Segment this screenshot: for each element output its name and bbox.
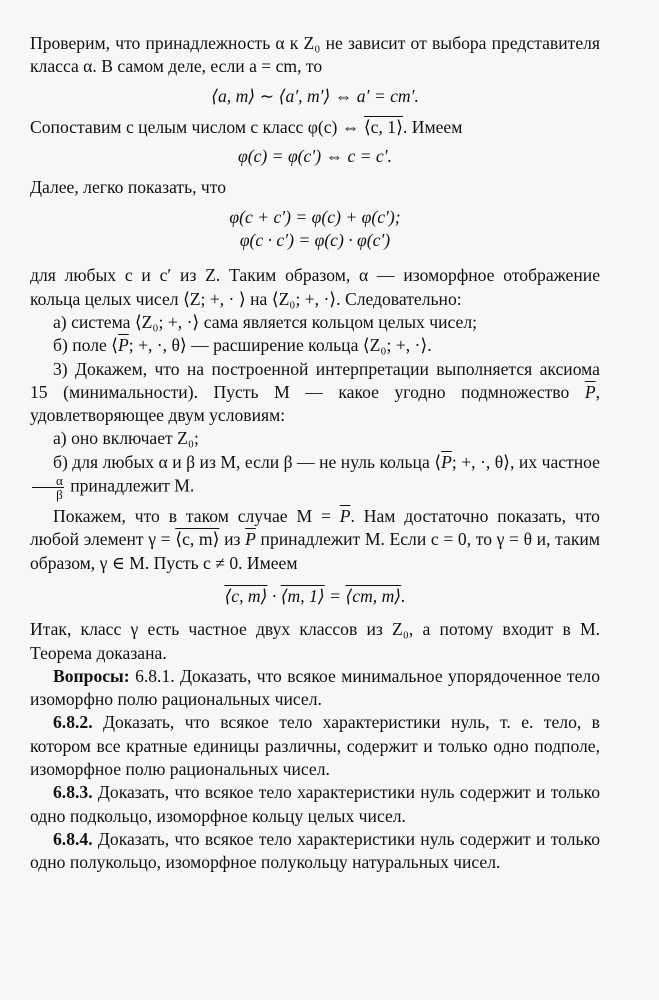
paragraph-mapping: Сопоставим с целым числом c класс φ(c) ⇔ ⟨c, 1⟩. Имеем [30, 116, 463, 137]
formula-quotient: ⟨c, m⟩ · ⟨m, 1⟩ = ⟨cm, m⟩. [224, 585, 406, 606]
item-b-field: б) поле $⟨\overline{P}$; +, ·, θ⟩ — расширение кольца ⟨Z₀; +, ·⟩. [53, 335, 432, 356]
formula-injective: φ(c) = φ(c′) ⇔ c = c′. [238, 146, 392, 167]
paragraph-conclusion: Итак, класс γ есть частное двух классов из Z₀, а потому входит в M. Теорема доказана. [30, 619, 600, 663]
class-c-1: ⟨c, 1⟩ [363, 116, 403, 137]
formula-product: φ(c · c′) = φ(c) · φ(c′) [239, 230, 391, 251]
condition-a: а) оно включает Z₀; [53, 428, 199, 449]
paragraph-isomorphism: для любых c и c′ из Z. Таким образом, α — изоморфное отображение кольца целых чисел ⟨Z; +, · ⟩ на ⟨Z₀; +, ·⟩. Следовательно: [30, 265, 600, 309]
paragraph-class-independence: Проверим, что принадлежность α к Z₀ не зависит от выбора представителя класса α. В самом деле, если a = cm, то [30, 33, 600, 77]
paragraph-axiom-15: 3) Докажем, что на построенной интерпретации выполняется аксиома 15 (минимальности). Пусть M — какое угодно подмножество $\overline{P}$, удовлетворяющее двум условиям: [30, 358, 600, 426]
question-6-8-1: Вопросы: 6.8.1. Доказать, что всякое минимальное упорядоченное тело изоморфно полю рациональных чисел. [30, 665, 600, 710]
paragraph-proof-m-equals-p: Покажем, что в таком случае $M = \overline{P}$. Нам достаточно показать, что любой элемент γ = ⟨c, m⟩ из $\overline{P}$ принадлежит M. Если c = 0, то γ = θ и, таким образом, γ ∈ M. Пусть c ≠ 0. Имеем [30, 506, 600, 573]
formula-equivalence: ⟨a, m⟩ ∼ ⟨a′, m′⟩ ⇔ a′ = cm′. [211, 85, 419, 106]
condition-b: б) для любых α и β из M, если β — не нуль кольца $⟨\overline{P}$; +, ·, θ⟩, их частное $\frac{\alpha}{\beta}$ принадлежит M. [30, 451, 600, 501]
question-6-8-3: 6.8.3. Доказать, что всякое тело характеристики нуль содержит и только одно подкольцо, изоморфное кольцу целых чисел. [30, 782, 600, 826]
item-a-ring: а) система ⟨Z₀; +, ·⟩ сама является кольцом целых чисел; [53, 311, 478, 332]
formula-sum: φ(c + c′) = φ(c) + φ(c′); [229, 206, 401, 227]
fraction-alpha-beta: $\frac{\alpha}{\beta}$ [32, 474, 64, 501]
paragraph-further: Далее, легко показать, что [30, 177, 227, 198]
question-6-8-2: 6.8.2. Доказать, что всякое тело характеристики нуль, т. е. тело, в котором все кратные единицы различны, содержит и только одно подполе, изоморфное полю рациональных чисел. [30, 712, 600, 780]
document-page [30, 32, 600, 875]
question-6-8-4: 6.8.4. Доказать, что всякое тело характеристики нуль содержит и только одно полукольцо, изоморфное полукольцу натуральных чисел. [30, 828, 600, 873]
